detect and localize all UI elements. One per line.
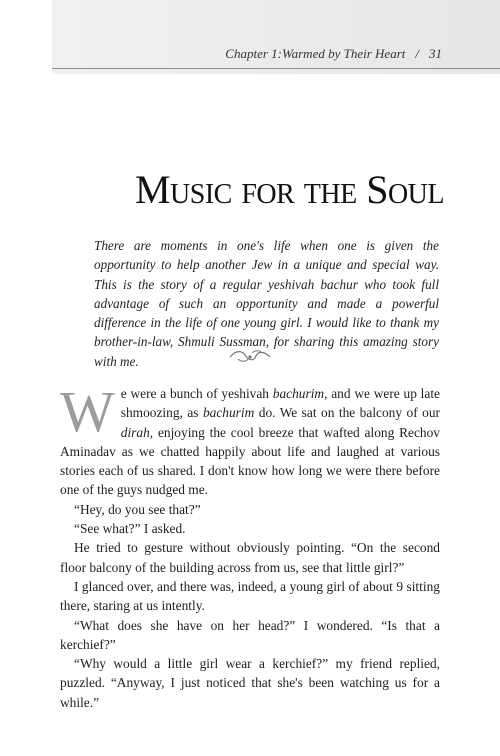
chapter-title: Music for the Soul (134, 167, 444, 212)
text-run: , and we were up late shmoozing, as (120, 386, 441, 421)
italic-term: bachurim (272, 386, 325, 401)
text-run: e were a bunch of yeshivah (120, 386, 273, 401)
paragraph-2: “Hey, do you see that?” (74, 501, 201, 517)
paragraph-5: I glanced over, and there was, indeed, a young girl of about 9 sitting there, staring at us intently. (60, 578, 440, 614)
intro-paragraph: There are moments in one's life when one is given the opportunity to help another Jew in a unique and special way. This is the story of a regular yeshivah bachur who took full advantage of such an opportunity and made a powerful difference in the life of one young girl. I would like to thank my brother-in-law, Shmuli Sussman, for sharing this amazing story with me. (94, 238, 439, 369)
italic-term: bachurim (202, 405, 255, 421)
running-head-band (52, 0, 500, 74)
paragraph-1 (60, 379, 441, 500)
flourish-ornament-icon (228, 348, 272, 364)
body-text (60, 379, 441, 712)
paragraph-6: “What does she have on her head?” I wondered. “Is that a kerchief?” (60, 617, 440, 652)
running-head-separator: / (415, 46, 419, 61)
drop-cap: W (60, 379, 115, 444)
paragraph-4: He tried to gesture without obviously pointing. “On the second floor balcony of the building across from us, see that little girl?” (60, 540, 440, 575)
page-number: 31 (429, 46, 442, 61)
running-head (225, 46, 442, 62)
text-run: do. We sat on the balcony of our (254, 405, 440, 421)
italic-term: dirah (120, 424, 150, 440)
running-head-chapter: Chapter 1:Warmed by Their Heart (225, 46, 406, 61)
text-run: , enjoying the cool breeze that wafted along Rechov Aminadav as we chatted happily about life and laughed at various stories each of us shared. I don't know how long we were there before one of the guys nudged me. (60, 424, 440, 498)
paragraph-3: “See what?” I asked. (74, 521, 186, 537)
paragraph-7: “Why would a little girl wear a kerchief?” my friend replied, puzzled. “Anyway, I just noticed that she's been watching us for a while.” (60, 656, 440, 710)
running-head-rule (52, 68, 500, 69)
